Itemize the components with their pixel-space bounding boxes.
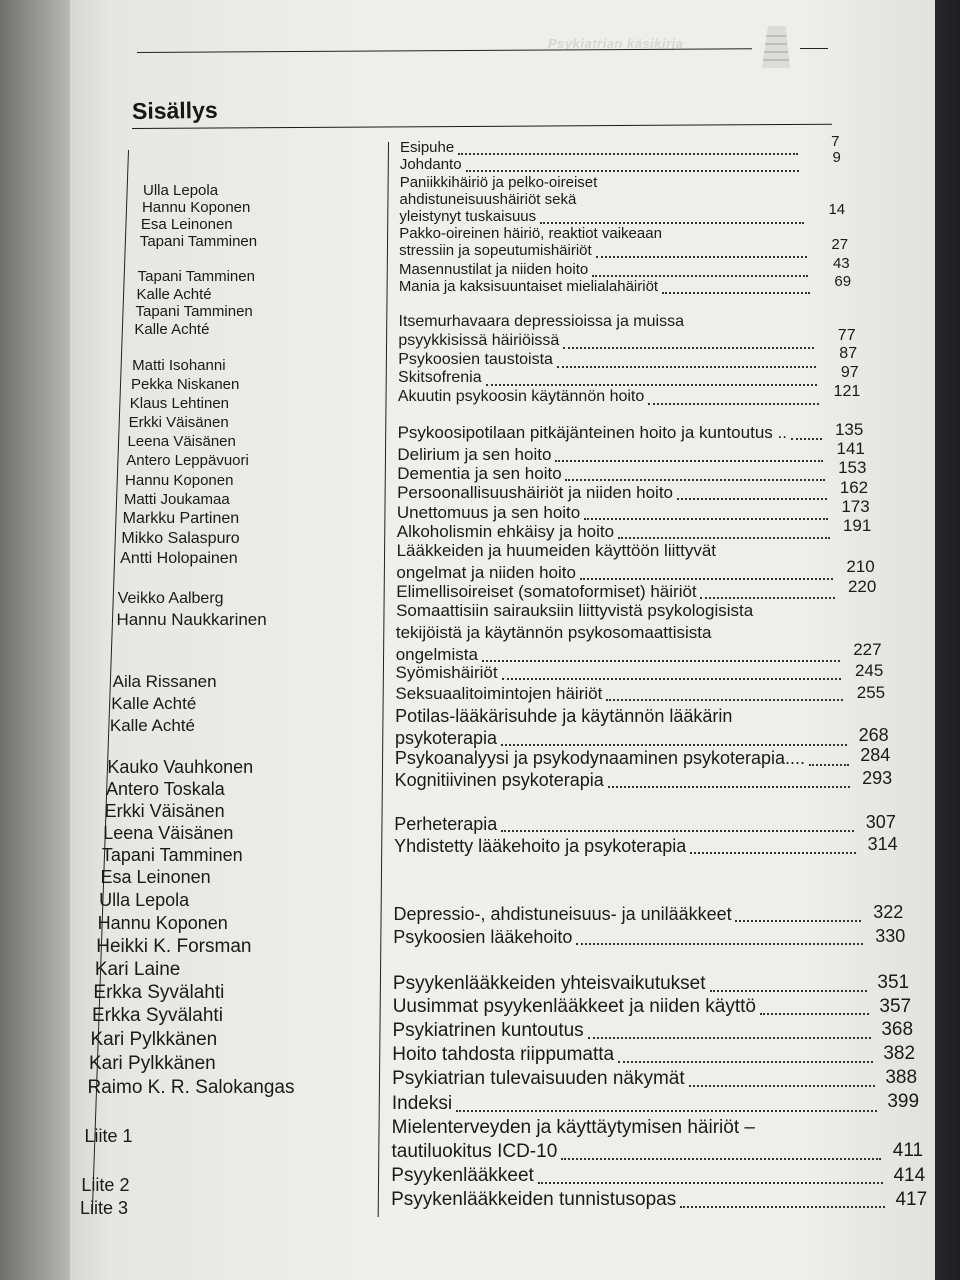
author-name: Tapani Tamminen — [139, 233, 258, 250]
toc-entry-line: Dementia ja sen hoito — [397, 464, 562, 483]
author-name: Erkka Syvälahti — [93, 982, 225, 1003]
toc-page-number: 9 — [832, 149, 841, 166]
toc-page-number: 255 — [856, 683, 886, 702]
author-name: Antero Toskala — [105, 779, 225, 799]
toc-page-number: 162 — [839, 478, 869, 497]
toc-entry-line: ongelmat ja niiden hoito — [396, 563, 576, 582]
toc-page-number: 141 — [836, 439, 865, 458]
leader-dots — [580, 578, 833, 580]
toc-entry-line: Johdanto — [399, 156, 462, 173]
leader-dots — [592, 275, 808, 277]
book-stack-icon — [758, 22, 794, 70]
toc-entry-line: Paniikkihäiriö ja pelko-oireiset — [399, 174, 598, 191]
author-name: Hannu Naukkarinen — [116, 610, 267, 629]
author-name: Matti Joukamaa — [123, 491, 230, 508]
toc-page-number: 284 — [860, 745, 891, 765]
author-name: Veikko Aalberg — [117, 590, 224, 607]
toc-page-number: 368 — [881, 1019, 914, 1040]
toc-page-number: 268 — [858, 725, 889, 745]
leader-dots — [555, 460, 823, 462]
leader-dots — [563, 347, 814, 349]
toc-page-number: 191 — [842, 516, 872, 535]
leader-dots — [700, 597, 835, 599]
author-name: Tapani Tamminen — [135, 303, 253, 320]
leader-dots — [557, 366, 816, 368]
author-name: Pekka Niskanen — [130, 376, 240, 393]
leader-dots — [458, 153, 798, 155]
author-name: Hannu Koponen — [97, 913, 228, 933]
toc-page-number: 314 — [867, 834, 898, 854]
toc-entry-line: Psyykenlääkkeet — [391, 1165, 534, 1186]
leader-dots — [588, 1037, 871, 1039]
author-name: Kalle Achté — [111, 694, 197, 713]
toc-entry-line: Psykoosien lääkehoito — [393, 927, 573, 947]
leader-dots — [662, 292, 810, 294]
author-name: Mikko Salaspuro — [121, 530, 240, 547]
author-name: Tapani Tamminen — [137, 268, 255, 285]
toc-page-number: 322 — [873, 902, 904, 922]
leader-dots — [677, 498, 827, 500]
author-name: Esa Leinonen — [140, 216, 233, 233]
running-header-title: Psykiatrian käsikirja — [548, 36, 684, 51]
author-name: Kalle Achté — [109, 716, 195, 735]
toc-page-number: 153 — [838, 458, 867, 477]
title-rule — [132, 124, 832, 129]
author-name: Erkki Väisänen — [104, 801, 225, 821]
toc-entry-line: Persoonallisuushäiriöt ja niiden hoito — [397, 483, 674, 502]
toc-entry-line: Pakko-oireinen häiriö, reaktiot vaikeaan — [399, 225, 662, 242]
toc-page-number: 293 — [862, 768, 893, 788]
author-name: Hannu Koponen — [125, 472, 234, 489]
toc-page-number: 69 — [834, 273, 852, 290]
toc-entry-line: yleistynyt tuskaisuus — [399, 208, 537, 225]
author-name: Kari Pylkkänen — [90, 1029, 218, 1050]
toc-entry-line: tekijöistä ja käytännön psykosomaattisista — [395, 623, 712, 642]
author-name: Klaus Lehtinen — [129, 395, 230, 412]
leader-dots — [680, 1206, 885, 1208]
toc-entry-line: Alkoholismin ehkäisy ja hoito — [396, 522, 615, 541]
author-name: Raimo K. R. Salokangas — [87, 1077, 295, 1098]
leader-dots — [501, 830, 854, 832]
toc-page-number: 414 — [893, 1165, 926, 1186]
author-name: Kalle Achté — [134, 321, 210, 338]
toc-page-number: 357 — [879, 996, 912, 1017]
toc-entry-line: Syömishäiriöt — [395, 663, 498, 682]
toc-entry-line: Delirium ja sen hoito — [397, 445, 552, 464]
toc-entry-line: Esipuhe — [400, 139, 455, 156]
toc-entry-line: Mania ja kaksisuuntaiset mielialahäiriöt — [398, 278, 659, 295]
toc-entry-line: Depressio-, ahdistuneisuus- ja unilääkkeet — [393, 904, 732, 924]
toc-entry-line: Unettomuus ja sen hoito — [396, 503, 581, 522]
toc-page-number: 173 — [841, 497, 870, 516]
leader-dots — [561, 1158, 881, 1160]
toc-page-number: 351 — [877, 972, 910, 993]
toc-entry-line: Itsemurhavaara depressioissa ja muissa — [398, 313, 684, 330]
author-name: Aila Rissanen — [112, 672, 217, 691]
author-name: Esa Leinonen — [100, 867, 211, 887]
toc-entry-line: Potilas-lääkärisuhde ja käytännön lääkärin — [395, 706, 733, 726]
leader-dots — [710, 990, 867, 992]
toc-page-number: 382 — [883, 1043, 916, 1064]
header-rule-short — [800, 48, 828, 49]
toc-entry-line: Perheterapia — [394, 814, 498, 834]
toc-entry-line: Hoito tahdosta riippumatta — [392, 1044, 615, 1065]
toc-page-number: 417 — [895, 1189, 928, 1210]
toc-entry-line: Psykoosien taustoista — [398, 351, 553, 368]
toc-page-number: 399 — [887, 1091, 920, 1112]
leader-dots — [618, 1061, 873, 1063]
leader-dots — [596, 256, 807, 258]
toc-entry-line: psyykkisissä häiriöissä — [398, 332, 560, 349]
author-name: Liite 3 — [80, 1198, 129, 1218]
toc-entry-line: Seksuaalitoimintojen häiriöt — [395, 684, 603, 703]
author-name: Tapani Tamminen — [101, 845, 243, 865]
toc-entry-line: Elimellisoireiset (somatoformiset) häiriöt — [396, 582, 697, 601]
toc-entry-line: Akuutin psykoosin käytännön hoito — [397, 388, 645, 405]
leader-dots — [576, 943, 863, 945]
toc-entry-line: Somaattisiin sairauksiin liittyvistä psykologisista — [396, 601, 754, 620]
toc-entry-line: Uusimmat psyykenlääkkeet ja niiden käyttö — [392, 996, 756, 1017]
author-name: Antti Holopainen — [120, 550, 238, 567]
toc-entry-line: stressiin ja sopeutumishäiriöt — [399, 242, 592, 259]
author-name: Kalle Achté — [136, 286, 212, 303]
toc-entry-line: Psykoanalyysi ja psykodynaaminen psykoterapia.... — [394, 748, 806, 768]
author-name: Liite 1 — [84, 1126, 133, 1146]
toc-page-number: 135 — [834, 420, 864, 439]
leader-dots — [482, 660, 840, 662]
contents-column-rule — [378, 142, 389, 1217]
leader-dots — [456, 1110, 877, 1112]
author-name: Antero Leppävuori — [126, 452, 249, 469]
toc-entry-line: Skitsofrenia — [398, 369, 482, 386]
page-title: Sisällys — [131, 96, 218, 124]
toc-page-number: 245 — [854, 661, 884, 680]
leader-dots — [648, 403, 819, 405]
toc-page-number: 121 — [833, 383, 861, 400]
toc-entry-line: Psykiatrian tulevaisuuden näkymät — [392, 1068, 685, 1089]
leader-dots — [584, 518, 828, 520]
leader-dots — [501, 744, 847, 746]
author-name: Ulla Lepola — [143, 182, 219, 199]
author-name: Erkka Syvälahti — [91, 1005, 223, 1026]
author-name: Ulla Lepola — [99, 890, 190, 910]
toc-entry-line: tautiluokitus ICD-10 — [391, 1141, 558, 1162]
toc-page-number: 210 — [846, 557, 875, 576]
leader-dots — [606, 699, 843, 701]
toc-entry-line: Indeksi — [391, 1093, 453, 1114]
leader-dots — [809, 764, 849, 766]
author-name: Kauko Vauhkonen — [107, 757, 254, 777]
author-name: Erkki Väisänen — [128, 414, 229, 431]
author-name: Leena Väisänen — [103, 823, 234, 843]
toc-page-number: 330 — [875, 926, 906, 946]
toc-page-number: 411 — [892, 1140, 924, 1161]
leader-dots — [538, 1182, 883, 1184]
leader-dots — [486, 384, 817, 386]
toc-entry-line: Psykiatrinen kuntoutus — [392, 1020, 584, 1041]
toc-page-number: 97 — [840, 364, 859, 381]
toc-page-number: 43 — [832, 255, 850, 272]
toc-entry-line: Psyykenlääkkeiden tunnistusopas — [391, 1189, 677, 1210]
author-name: Hannu Koponen — [141, 199, 251, 216]
toc-page-number: 220 — [847, 577, 877, 596]
toc-page-number: 77 — [837, 327, 856, 344]
author-name: Liite 2 — [81, 1175, 130, 1195]
author-name: Leena Väisänen — [127, 433, 236, 450]
toc-entry-line: Kognitiivinen psykoterapia — [394, 770, 604, 790]
author-name: Kari Laine — [94, 959, 181, 980]
leader-dots — [502, 678, 841, 680]
toc-page-number: 307 — [865, 812, 896, 832]
author-name: Markku Partinen — [122, 510, 240, 527]
leader-dots — [466, 170, 799, 172]
toc-entry-line: psykoterapia — [394, 728, 498, 748]
leader-dots — [565, 479, 825, 481]
toc-page-number: 87 — [839, 345, 858, 362]
leader-dots — [618, 537, 830, 539]
toc-page-number: 14 — [828, 201, 846, 218]
leader-dots — [689, 1085, 875, 1087]
leader-dots — [690, 852, 856, 854]
toc-page-number: 7 — [831, 133, 840, 150]
page-gutter-shadow — [0, 0, 70, 1280]
author-name: Heikki K. Forsman — [96, 936, 252, 957]
toc-entry-line: ongelmista — [395, 645, 478, 664]
author-name: Kari Pylkkänen — [88, 1053, 216, 1074]
toc-entry-line: Psykoosipotilaan pitkäjänteinen hoito ja kuntoutus .. — [397, 423, 787, 442]
leader-dots — [608, 786, 850, 788]
toc-page-number: 27 — [831, 236, 849, 253]
toc-page-number: 227 — [853, 640, 882, 659]
toc-page-number: 388 — [885, 1067, 918, 1088]
toc-entry-line: Masennustilat ja niiden hoito — [398, 261, 589, 278]
toc-entry-line: Yhdistetty lääkehoito ja psykoterapia — [394, 836, 687, 856]
author-name: Matti Isohanni — [132, 357, 226, 374]
toc-entry-line: ahdistuneisuushäiriöt sekä — [399, 191, 577, 208]
toc-entry-line: Lääkkeiden ja huumeiden käyttöön liittyvät — [396, 541, 717, 560]
toc-entry-line: Mielenterveyden ja käyttäytymisen häiriöt – — [391, 1117, 755, 1138]
leader-dots — [540, 222, 804, 224]
toc-entry-line: Psyykenlääkkeiden yhteisvaikutukset — [392, 973, 706, 994]
